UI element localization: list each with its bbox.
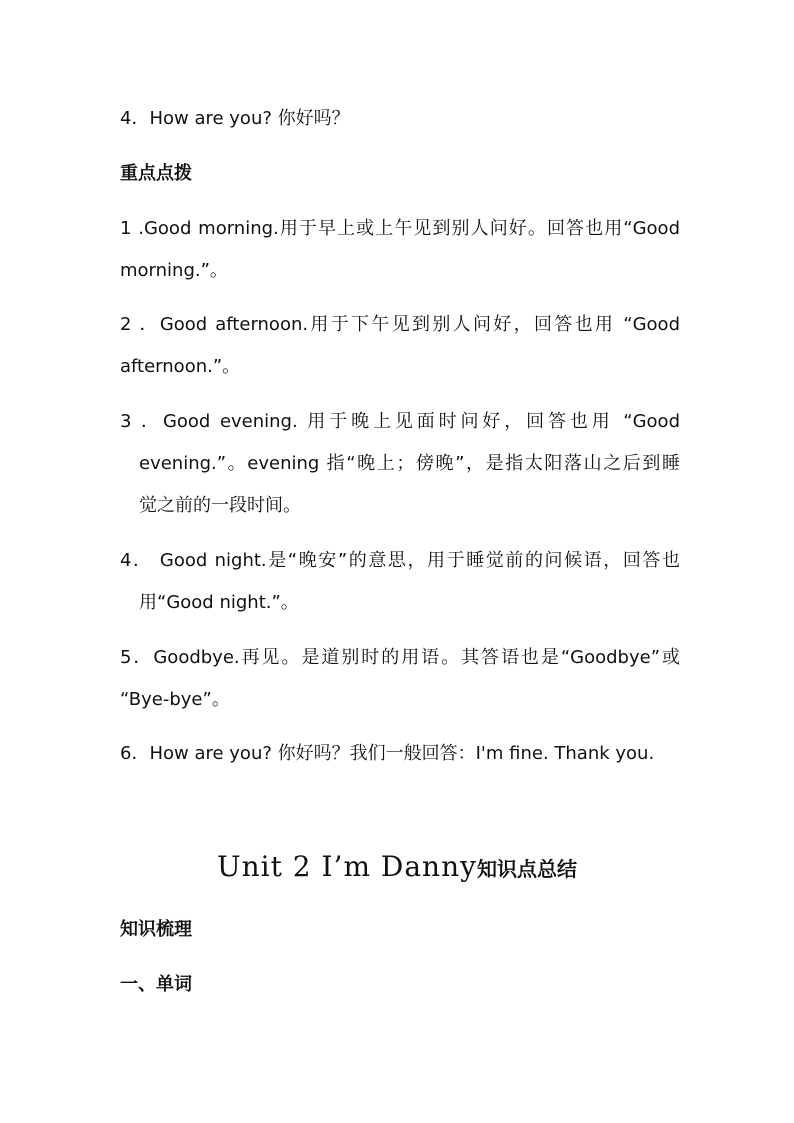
paragraph-goodbye-line2: “Bye-bye”。 [120,689,230,710]
unit-title [0,849,794,889]
paragraph-how-are-you-answer: 6．How are you? 你好吗？我们一般回答：I'm fine. Thank you. [120,743,655,764]
heading-knowledge-outline: 知识梳理 [120,919,192,940]
unit-title-chinese: 知识点总结 [476,857,577,881]
heading-vocabulary: 一、单词 [120,974,192,995]
paragraph-good-night-line1: 4． Good night.是“晚安”的意思，用于睡觉前的问候语，回答也 [120,550,680,571]
paragraph-how-are-you: 4．How are you? 你好吗？ [120,108,350,129]
paragraph-good-evening-line3: 觉之前的一段时间。 [139,495,301,516]
paragraph-good-evening-line2: evening.”。evening 指“晚上；傍晚”，是指太阳落山之后到睡 [139,453,680,474]
paragraph-goodbye-line1: 5．Goodbye.再见。是道别时的用语。其答语也是“Goodbye”或 [120,647,680,668]
paragraph-good-morning-line2: morning.”。 [120,260,228,281]
paragraph-good-morning-line1: 1 .Good morning.用于早上或上午见到别人问好。回答也用“Good [120,218,680,239]
paragraph-good-evening-line1: 3 ．Good evening. 用于晚上见面时问好，回答也用 “Good [120,411,680,432]
unit-title-english: Unit 2 I’m Danny [217,850,477,883]
paragraph-good-afternoon-line2: afternoon.”。 [120,356,241,377]
paragraph-good-night-line2: 用“Good night.”。 [139,592,299,613]
paragraph-good-afternoon-line1: 2 ．Good afternoon.用于下午见到别人问好，回答也用 “Good [120,314,680,335]
heading-key-points: 重点点拨 [120,163,192,184]
